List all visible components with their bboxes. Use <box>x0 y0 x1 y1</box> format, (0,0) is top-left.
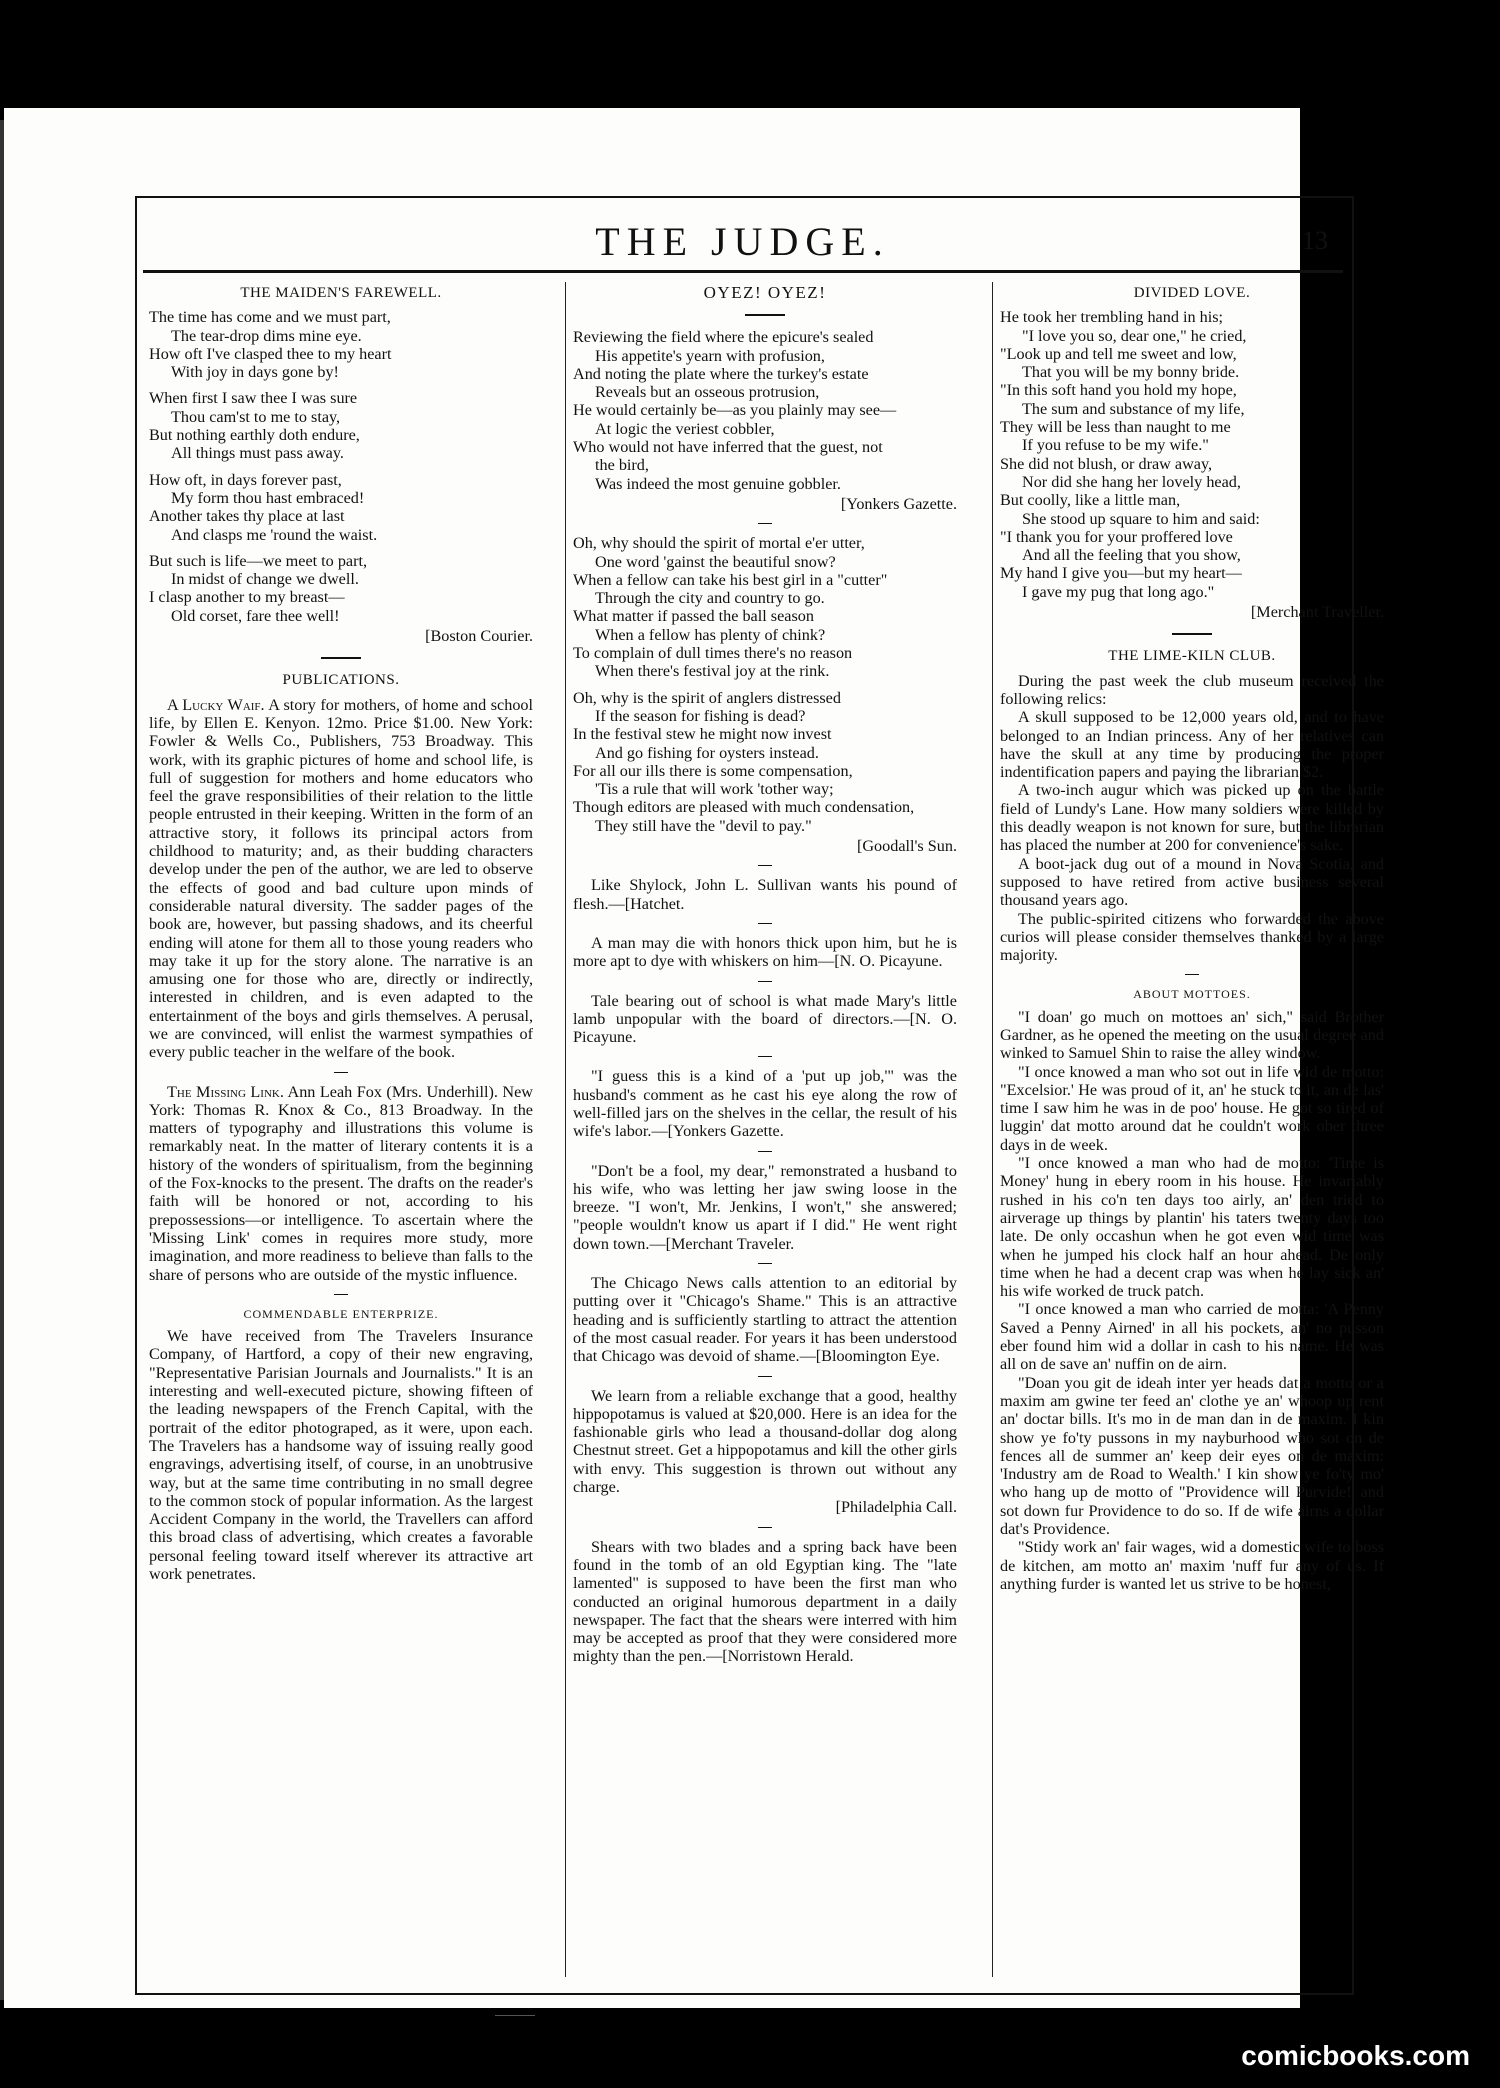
poem-line: And noting the plate where the turkey's estate <box>573 364 869 383</box>
mottoes-paragraph: "I once knowed a man who had de motto: 'Time is Money' hung in ebery room in his house. He invariably rushed in his co'n ten days too airly, an' den tried to airverage up things by plantin' his taters twenty days too late. De only occashun when he got even wid time was when he jumped his clock half an hour ahead. De only time when he had a decent crap was when he lay sick an' his wife worked de truck patch. <box>1000 1154 1384 1301</box>
poem-line: How oft, in days forever past, <box>149 470 342 489</box>
poem-line: "I love you so, dear one," he cried, <box>1022 326 1247 345</box>
poem-divided-love <box>1000 308 1384 601</box>
separator-short <box>758 981 772 982</box>
poem-line: When a fellow can take his best girl in a "cutter" <box>573 570 888 589</box>
poem-line: "I thank you for your proffered love <box>1000 527 1233 546</box>
poem-maidens-farewell <box>149 308 533 625</box>
poem-line: He would certainly be—as you plainly may see— <box>573 401 897 420</box>
stanza-gap <box>149 544 533 552</box>
mottoes-paragraph: "I doan' go much on mottoes an' sich," said Brother Gardner, as he opened the meeting on the usual degree and winked to Samuel Shin to raise the alley window. <box>1000 1007 1384 1063</box>
paragraph-shears: Shears with two blades and a spring back have been found in the tomb of an old Egyptian king. The "late lamented" is supposed to have been the first man who conducted an original humorous department in a daily newspaper. The fact that the shears were interred with him may be accepted as proof that they were considered more mighty than the pen.—[Norristown Herald. <box>573 1537 957 1666</box>
poem-line: To complain of dull times there's no reason <box>573 644 853 663</box>
poem-line: Who would not have inferred that the guest, not <box>573 438 883 457</box>
club-paragraph: The public-spirited citizens who forwarded the above curios will please consider themselves thanked by a large majority. <box>1000 909 1384 965</box>
separator-rule <box>745 314 785 316</box>
poem-line: How oft I've clasped thee to my heart <box>149 344 392 363</box>
lime-kiln-club-paragraphs <box>1000 672 1384 965</box>
separator-short <box>1185 974 1199 975</box>
short-items <box>573 865 957 1365</box>
text-lucky-waif: A story for mothers, of home and school life, by Ellen E. Kenyon. 12mo. Price $1.00. New York: Fowler & Wells Co., Publishers, 753 Broadway. This work, with its graphic pictures of home and school life, is full of suggestion for mothers and home educators who feel the grave responsibilities of their relation to the little people entrusted in their keeping. Written in the form of an attractive story, it follows its principal actors from childhood to maturity; and, as their budding characters develop under the pen of the author, we are led to observe the effects of good and bad culture upon minds of considerable natural diversity. The sadder pages of the book are, however, but passing shadows, and its cheerful ending will atone for them all to those young readers who may take it up for the story alone. The narrative is an amusing one for those who are, directly or indirectly, interested in children, and is even adapted to the entertainment of the boys and girls themselves. A perusal, we are convinced, will enlist the warmest sympathies of every public teacher in the welfare of the book. <box>149 695 534 1062</box>
paragraph-enterprize: We have received from The Travelers Insurance Company, of Hartford, a copy of their new engraving, "Representative Parisian Journals and Journalists." It is an interesting and well-executed picture, showing fifteen of the leading newspapers of the French Capital, with the portrait of the editor photograped, as it were, upon each. The Travelers has a handsome way of issuing really good engravings, advertising itself, of course, in an unobtrusive way, but at the same time contributing in no small degree to the common stock of popular information. As the largest Accident Company in the world, the Travellers can afford this broad class of advertising, which creates a favorable personal feeling toward itself wherever its attractive art work penetrates. <box>149 1327 533 1583</box>
watermark: comicbooks.com <box>1241 2040 1470 2071</box>
publication-missing-link <box>149 1083 533 1284</box>
masthead-rule <box>143 270 1343 273</box>
poem-line: One word 'gainst the beautiful snow? <box>595 552 836 571</box>
separator-short <box>758 1056 772 1057</box>
news-item: Tale bearing out of school is what made Mary's little lamb unpopular with the board of directors.—[N. O. Picayune. <box>573 991 957 1047</box>
news-item: "I guess this is a kind of a 'put up job,'" was the husband's comment as he cast his eye along the row of well-filled jars on the shelves in the cellar, the result of his wife's labor.—[Yonkers Gazette. <box>573 1067 957 1141</box>
stanza-gap <box>149 463 533 471</box>
club-paragraph: A two-inch augur which was picked up on the battle field of Lundy's Lane. How many soldiers were killed by this deadly weapon is not known for sure, but the librarian has placed the number at 200 for convenience's sake. <box>1000 781 1384 855</box>
poem-line: What matter if passed the ball season <box>573 607 814 626</box>
poem-line: The sum and substance of my life, <box>1022 399 1245 418</box>
separator-short <box>758 1527 772 1528</box>
poem-line: His appetite's yearn with profusion, <box>595 346 825 365</box>
poem-line: Thou cam'st to me to stay, <box>171 407 341 426</box>
news-item: A man may die with honors thick upon him, but he is more apt to dye with whiskers on him—[N. O. Picayune. <box>573 933 957 971</box>
poem-line: The time has come and we must part, <box>149 308 391 327</box>
poem-line: With joy in days gone by! <box>171 363 339 382</box>
news-item: Like Shylock, John L. Sullivan wants his pound of flesh.—[Hatchet. <box>573 876 957 913</box>
poem-line: And clasps me 'round the waist. <box>171 525 378 544</box>
poem-line: And go fishing for oysters instead. <box>595 743 819 762</box>
club-paragraph: A boot-jack dug out of a mound in Nova Scotia, and supposed to have retired from active business several thousand years ago. <box>1000 854 1384 910</box>
poem-line: "In this soft hand you hold my hope, <box>1000 381 1237 400</box>
poem-title-divided-love: DIVIDED LOVE. <box>1133 285 1251 301</box>
lead-missing-link: The Missing Link. <box>167 1082 284 1101</box>
poem-line: Reveals but an osseous protrusion, <box>595 383 820 402</box>
publication-lucky-waif <box>149 696 533 1062</box>
section-title-lime-kiln-club: THE LIME-KILN CLUB. <box>1108 648 1276 665</box>
mottoes-paragraph: "I once knowed a man who carried de motta: 'A Penny Saved a Penny Airned' in all his pockets, an' no pusson eber found him wid a dollar in cash to his name. He was all on de save an' nuffin on de airn. <box>1000 1300 1384 1374</box>
poem-line: But coolly, like a little man, <box>1000 491 1181 510</box>
poem-line: All things must pass away. <box>171 444 344 463</box>
poem-line: She stood up square to him and said: <box>1022 509 1260 528</box>
poem-line: Another takes thy place at last <box>149 507 345 526</box>
news-item: "Don't be a fool, my dear," remonstrated a husband to his wife, who was letting her jaw swing loose in the breeze. "I won't, Mr. Jenkins, I won't," she answered; "people wouldn't know us apart if I did." He went right down town.—[Merchant Traveler. <box>573 1161 957 1253</box>
poem-line: But such is life—we meet to part, <box>149 551 368 570</box>
poem-line: Oh, why should the spirit of mortal e'er utter, <box>573 534 865 553</box>
separator-rule <box>1172 633 1212 635</box>
poem-line: In midst of change we dwell. <box>171 570 359 589</box>
bottom-mark <box>495 2015 535 2016</box>
text-missing-link: Ann Leah Fox (Mrs. Underhill). New York: Thomas R. Knox & Co., 813 Broadway. In the matters of typography and illustrations this volume is remarkably neat. In the matter of literary contents it is a history of the wonders of spiritualism, from the beginning of the Fox-knocks to the present. The drafts on the reader's faith will be honored or not, according to his prepossessions—or intelligence. To ascertain where the 'Missing Link' comes in requires more study, more imagination, and more readiness to believe than falls to the share of persons who are outside of the mystic influence. <box>149 1082 533 1284</box>
poem-line: When there's festival joy at the rink. <box>595 662 830 681</box>
column-divider-2 <box>992 282 993 1977</box>
poem-line: "Look up and tell me sweet and low, <box>1000 344 1237 363</box>
poem-line: Reviewing the field where the epicure's sealed <box>573 328 874 347</box>
poem-line: If you refuse to be my wife." <box>1022 436 1209 455</box>
source-yonkers-gazette: [Yonkers Gazette. <box>840 494 957 513</box>
section-title-enterprize: COMMENDABLE ENTERPRIZE. <box>243 1306 439 1321</box>
mottoes-paragraph: "Doan you git de ideah inter yer heads dat a motto or a maxim am gwine ter feed an' clothe ye an' whoop up rent an' doctar bills. It's mo in de man dan in de maxim. I kin show ye fo'ty pussons in my nayburhood who sot on de fences all de summer an' keep deir eyes on de maxim: 'Industry am de Road to Wealth.' I kin show ye fo'ty mo' who hang up de motto of "Providence will Purvide!' and sot down fur Providence to do so. If de wife airns a dollar dat's Providence. <box>1000 1373 1384 1538</box>
separator-short <box>758 1376 772 1377</box>
poem-line: In the festival stew he might now invest <box>573 725 832 744</box>
poem-line: Nor did she hang her lovely head, <box>1022 472 1241 491</box>
stanza-gap <box>573 681 957 689</box>
paragraph-hippopotamus: We learn from a reliable exchange that a good, healthy hippopotamus is valued at $20,000. Here is an idea for the fashionable girls who lead a thousand-dollar dog along Chestnut street. Get a hippopotamus and kill the other girls with envy. This suggestion is thrown out without any charge. <box>573 1386 957 1497</box>
section-title-publications: PUBLICATIONS. <box>282 672 400 689</box>
news-item: The Chicago News calls attention to an editorial by putting over it "Chicago's Shame." This is an attractive heading and is sufficiently startling to attract the attention of the most casual reader. For years it has been understood that Chicago was devoid of shame.—[Bloomington Eye. <box>573 1274 957 1366</box>
separator-rule <box>321 657 361 659</box>
poem-line: I clasp another to my breast— <box>149 588 345 607</box>
club-paragraph: During the past week the club museum received the following relics: <box>1000 671 1384 708</box>
source-boston-courier: [Boston Courier. <box>425 627 533 646</box>
poem-line: My hand I give you—but my heart— <box>1000 564 1242 583</box>
lead-lucky-waif: A Lucky Waif. <box>167 695 265 714</box>
separator-short <box>758 865 772 866</box>
poem-line: And all the feeling that you show, <box>1022 546 1241 565</box>
column-1 <box>149 280 533 1583</box>
mottoes-paragraph: "I once knowed a man who sot out in life wid de motto: "Excelsior.' He was proud of it, an' he stuck to it, an de las' time I saw him he was in de poo' house. He got so tired of luggin' dat motto around dat he couldn't work ober three days in de week. <box>1000 1062 1384 1154</box>
poem-line: If the season for fishing is dead? <box>595 706 806 725</box>
poem-line: I gave my pug that long ago." <box>1022 582 1215 601</box>
poem-line: When a fellow has plenty of chink? <box>595 625 826 644</box>
poem-line: Oh, why is the spirit of anglers distressed <box>573 688 841 707</box>
club-paragraph: A skull supposed to be 12,000 years old, and to have belonged to an Indian princess. Any of her relatives can have the skull at any time by producing the proper indentification papers and paying the librarian $2. <box>1000 708 1384 782</box>
poem-line: Though editors are pleased with much condensation, <box>573 798 915 817</box>
mottoes-paragraph: "Stidy work an' fair wages, wid a domestic wife to boss de kitchen, am motto an' maxim 'nuff fur any of us. If anything furder is wanted let us strive to be honest, <box>1000 1538 1384 1593</box>
poem-line: The tear-drop dims mine eye. <box>171 326 362 345</box>
poem-line: 'Tis a rule that will work 'tother way; <box>595 780 834 799</box>
poem-line: My form thou hast embraced! <box>171 488 365 507</box>
page-number: 13 <box>1302 226 1328 255</box>
separator-short <box>334 1072 348 1073</box>
source-merchant-traveller: [Merchant Traveller. <box>1250 603 1384 622</box>
poem-line: the bird, <box>595 456 649 475</box>
separator-short <box>758 1263 772 1264</box>
column-2 <box>573 280 957 1666</box>
separator-short <box>334 1294 348 1295</box>
stanza-gap <box>149 381 533 389</box>
poem-line: Was indeed the most genuine gobbler. <box>595 474 841 493</box>
section-title-mottoes: ABOUT MOTTOES. <box>1133 987 1251 1002</box>
column-3 <box>1000 280 1384 1593</box>
poem-line: She did not blush, or draw away, <box>1000 454 1213 473</box>
poem-line: Old corset, fare thee well! <box>171 606 340 625</box>
poem-title-maidens-farewell: THE MAIDEN'S FAREWELL. <box>240 285 442 301</box>
poem-line: They will be less than naught to me <box>1000 418 1231 437</box>
mottoes-paragraphs <box>1000 1008 1384 1594</box>
poem-line: That you will be my bonny bride. <box>1022 363 1240 382</box>
source-goodalls-sun: [Goodall's Sun. <box>856 837 957 856</box>
poem-beautiful-snow <box>573 534 957 835</box>
section-title-oyez: OYEZ! OYEZ! <box>703 283 827 302</box>
poem-line: But nothing earthly doth endure, <box>149 426 360 445</box>
poem-line: For all our ills there is some compensation, <box>573 761 853 780</box>
separator-short <box>758 523 772 524</box>
separator-short <box>758 1151 772 1152</box>
separator-short <box>758 923 772 924</box>
poem-line: Through the city and country to go. <box>595 589 825 608</box>
poem-line: He took her trembling hand in his; <box>1000 308 1223 327</box>
column-divider-1 <box>565 282 566 1977</box>
poem-line: When first I saw thee I was sure <box>149 389 358 408</box>
masthead-title: THE JUDGE. <box>595 219 890 264</box>
source-philadelphia-call: [Philadelphia Call. <box>835 1498 957 1517</box>
poem-line: They still have the "devil to pay." <box>595 816 812 835</box>
poem-line: At logic the veriest cobbler, <box>595 419 775 438</box>
poem-gobbler <box>573 328 957 493</box>
